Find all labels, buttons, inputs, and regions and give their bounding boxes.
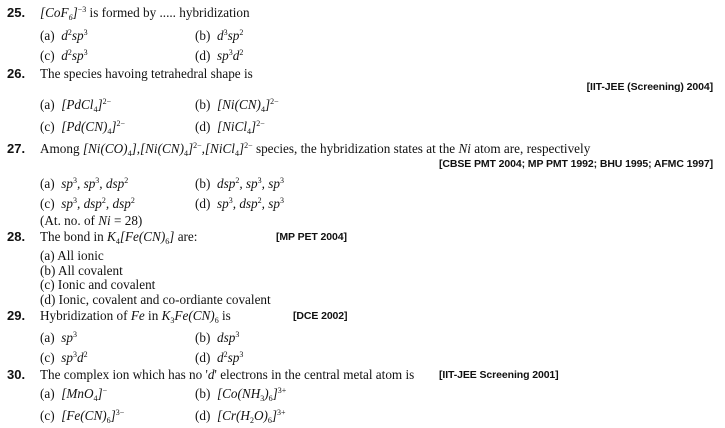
question-number: 26. [7, 66, 26, 81]
exam-source: [MP PET 2004] [276, 231, 347, 243]
option-b: (b) dsp$^3$ [195, 330, 240, 345]
exam-source: [IIT-JEE Screening 2001] [439, 369, 559, 381]
option-a: (a) All ionic [40, 248, 104, 263]
option-d: (d) $[Cr(H_2O)_6]^{3+}$ [195, 408, 286, 425]
option-a: (a) [PdCl$_4$]$^{2-}$ [40, 97, 112, 114]
option-b: (b) $[Co(NH_3)_6]^{3+}$ [195, 386, 287, 403]
question-number: 30. [7, 367, 26, 382]
option-b: (b) $[Ni(CN)_4]^{2-}$ [195, 97, 279, 114]
question-stem: Hybridization of Fe in $K_3Fe(CN)_6$ is [40, 308, 231, 325]
option-a: (a) $sp^3$, $sp^3$, dsp$^2$ [40, 176, 129, 191]
exam-source: [DCE 2002] [293, 310, 348, 322]
option-c: (c) $[Fe(CN)_6]^{3-}$ [40, 408, 125, 425]
option-c: (c) $sp^3d^2$ [40, 350, 88, 365]
option-d: (d) $d^2sp^3$ [195, 350, 244, 365]
exam-source: [IIT-JEE (Screening) 2004] [586, 81, 713, 93]
option-c: (c) $sp^3$, dsp$^2$, dsp$^2$ [40, 196, 135, 211]
option-a: (a) $d^2sp^3$ [40, 28, 88, 43]
question-stem: The species havoing tetrahedral shape is [40, 66, 253, 81]
question-stem: The bond in $K_4[Fe(CN)_6]$ are: [40, 229, 198, 246]
option-d: (d) Ionic, covalent and co-ordiante covalent [40, 292, 271, 307]
option-b: (b) All covalent [40, 263, 123, 278]
question-stem: Among $[Ni(CO)_4],[Ni(CN)_4]^{2-},[NiCl_4]^{2-}$ species, the hybridization states at the Ni atom are, respectively [40, 141, 591, 158]
option-c: (c) Ionic and covalent [40, 277, 156, 292]
question-number: 29. [7, 308, 26, 323]
option-d: (d) $sp^3d^2$ [195, 48, 244, 63]
question-number: 27. [7, 141, 26, 156]
option-a: (a) [MnO$_4$]− [40, 386, 108, 403]
question-number: 28. [7, 229, 26, 244]
question-stem: The complex ion which has no 'd' electrons in the central metal atom is [40, 367, 415, 382]
option-c: (c) $d^2sp^3$ [40, 48, 88, 63]
option-b: (b) $d^3sp^2$ [195, 28, 244, 43]
question-stem: $[CoF_6]^{-3}$ is formed by ..... hybridization [40, 5, 250, 22]
atomic-number-note: (At. no. of Ni = 28) [40, 213, 143, 228]
option-c: (c) $[Pd(CN)_4]^{2-}$ [40, 119, 126, 136]
option-b: (b) dsp$^2$, $sp^3$, $sp^3$ [195, 176, 284, 191]
question-number: 25. [7, 5, 26, 20]
option-d: (d) $sp^3$, dsp$^2$, $sp^3$ [195, 196, 284, 211]
option-d: (d) [NiCl$_4$]$^{2-}$ [195, 119, 265, 136]
option-a: (a) $sp^3$ [40, 330, 77, 345]
exam-source: [CBSE PMT 2004; MP PMT 1992; BHU 1995; AFMC 1997] [438, 158, 713, 170]
